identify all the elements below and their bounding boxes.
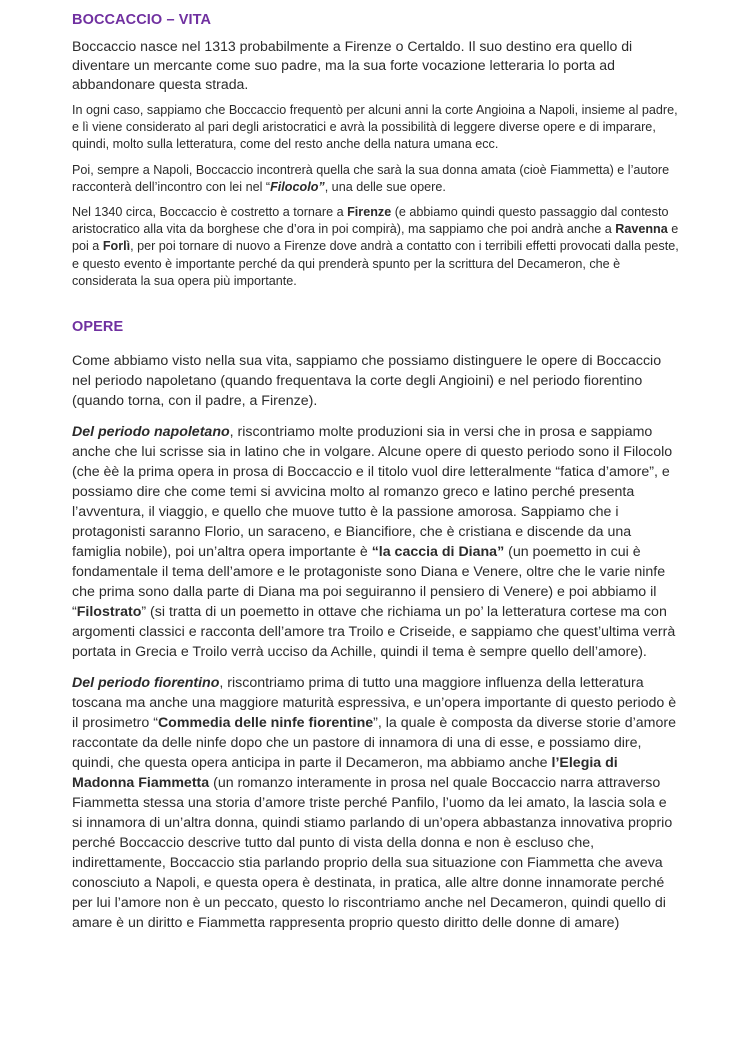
text-run: Nel 1340 circa, Boccaccio è costretto a tornare a: [72, 205, 348, 220]
work-title-elegia-fiammetta: l’Elegia di Madonna Fiammetta: [72, 755, 618, 792]
period-fiorentino: Del periodo fiorentino: [72, 675, 220, 692]
place-forli: Forlì: [102, 239, 131, 254]
paragraph-opere-3: [72, 673, 680, 933]
work-title-filostrato: Filostrato: [76, 604, 142, 621]
section-title-opere: OPERE: [72, 319, 124, 336]
place-ravenna: Ravenna: [615, 222, 668, 237]
work-title-commedia-ninfe: Commedia delle ninfe fiorentine: [157, 715, 374, 732]
work-title-filocolo: Filocolo”: [270, 179, 325, 194]
text-run: (e abbiamo quindi questo passaggio dal contesto aristocratico alla vita da borghese che d’ora in poi compirà), ma sappiamo che poi andrà anche a: [72, 205, 669, 237]
text-run: (un romanzo interamente in prosa nel quale Boccaccio narra attraverso Fiammetta stessa una storia d’amore triste perché Panfilo, l’uomo da lei amato, la lascia sola e si innamora di un’altra donna, quindi stiamo parlando di un’opera abbastanza innovativa proprio perché Boccaccio descrive tutto dal punto di vista della donna e non è escluso che, indirettamente, Boccaccio stia parlando proprio della sua situazione con Fiammetta che aveva conosciuto a Napoli, e questa opera è destinata, in pratica, alle altre donne innamorate perché per lui l’amore non è un peccato, questo lo riscontriamo anche nel Decameron, quindi quello di amare è un diritto e Fiammetta rappresenta proprio questo diritto delle donne di amare): [72, 775, 673, 932]
section-title-vita: BOCCACCIO – VITA: [72, 12, 212, 28]
paragraph-vita-1: Boccaccio nasce nel 1313 probabilmente a Firenze o Certaldo. Il suo destino era quello di diventare un mercante come suo padre, ma la sua forte vocazione letteraria lo porta ad abbandonare questa strada.: [72, 38, 633, 92]
text-run: , riscontriamo prima di tutto una maggiore influenza della letteratura toscana ma anche una maggiore maturità espressiva, e un’opera importante di questo periodo è il prosimetro “: [72, 675, 677, 732]
work-title-caccia-di-diana: “la caccia di Diana”: [371, 544, 505, 561]
place-firenze: Firenze: [347, 205, 392, 220]
text-run: (un poemetto in cui è fondamentale il tema dell’amore e le protagoniste sono Diana e Venere, oltre che le varie ninfe che prima sono dalla parte di Diana ma poi seguiranno il pensiero di Venere) e poi abbiamo il “: [72, 544, 666, 621]
paragraph-vita-3: [72, 162, 680, 196]
text-run: Poi, sempre a Napoli, Boccaccio incontrerà quella che sarà la sua donna amata (cioè Fiammetta) e l’autore racconterà dell’incontro con lei nel “: [72, 162, 670, 194]
text-run: ”, la quale è composta da diverse storie d’amore raccontate da delle ninfe dopo che un pastore di innamora di una di esse, e possiamo dire, quindi, che questa opera anticipa in parte il Decameron, ma abbiamo anche: [72, 715, 676, 772]
period-napoletano: Del periodo napoletano: [72, 424, 230, 441]
paragraph-vita-2: In ogni caso, sappiamo che Boccaccio frequentò per alcuni anni la corte Angioina a Napoli, insieme al padre, e lì viene considerato al pari degli aristocratici e avrà la possibilità di leggere diverse opere e di imparare, quindi, molto sulla letteratura, come del resto anche della natura umana ecc.: [72, 103, 678, 152]
paragraph-opere-1: Come abbiamo visto nella sua vita, sappiamo che possiamo distinguere le opere di Boccaccio nel periodo napoletano (quando frequentava la corte degli Angioini) e nel periodo fiorentino (quando torna, con il padre, a Firenze).: [72, 353, 662, 410]
text-run: , riscontriamo molte produzioni sia in versi che in prosa e sappiamo anche che lui scrisse sia in latino che in volgare. Alcune opere di questo periodo sono il Filocolo (che èè la prima opera in prosa di Boccaccio e il titolo vuol dire letteralmente “fatica d’amore”, e possiamo dire che come temi si avvicina molto al romanzo greco e latino perché presenta l’avventura, il viaggio, e quello che muove tutto è la passione amorosa. Sappiamo che i protagonisti saranno Florio, un saraceno, e Biancifiore, che è cristiana e discende da una famiglia nobile), poi un’altra opera importante è: [72, 424, 673, 561]
text-run: ” (si tratta di un poemetto in ottave che richiama un po’ la letteratura cortese ma con argomenti classici e racconta dell’amore tra Troilo e Criseide, e sappiamo che quest’ultima verrà portata in Grecia e Troilo verrà ucciso da Achille, quindi il tema è sempre quello dell’amore).: [72, 604, 676, 661]
section-opere: [72, 319, 680, 933]
text-run: , per poi tornare di nuovo a Firenze dove andrà a contatto con i terribili effetti provocati dalla peste, e questo evento è importante perché da qui prenderà spunto per la scrittura del Decameron, che è considerata la sua opera più importante.: [72, 239, 679, 288]
paragraph-vita-4: [72, 204, 680, 290]
text-run: e poi a: [72, 222, 679, 254]
text-run: , una delle sue opere.: [324, 179, 446, 194]
paragraph-opere-2: [72, 422, 680, 662]
section-vita: [72, 12, 680, 290]
